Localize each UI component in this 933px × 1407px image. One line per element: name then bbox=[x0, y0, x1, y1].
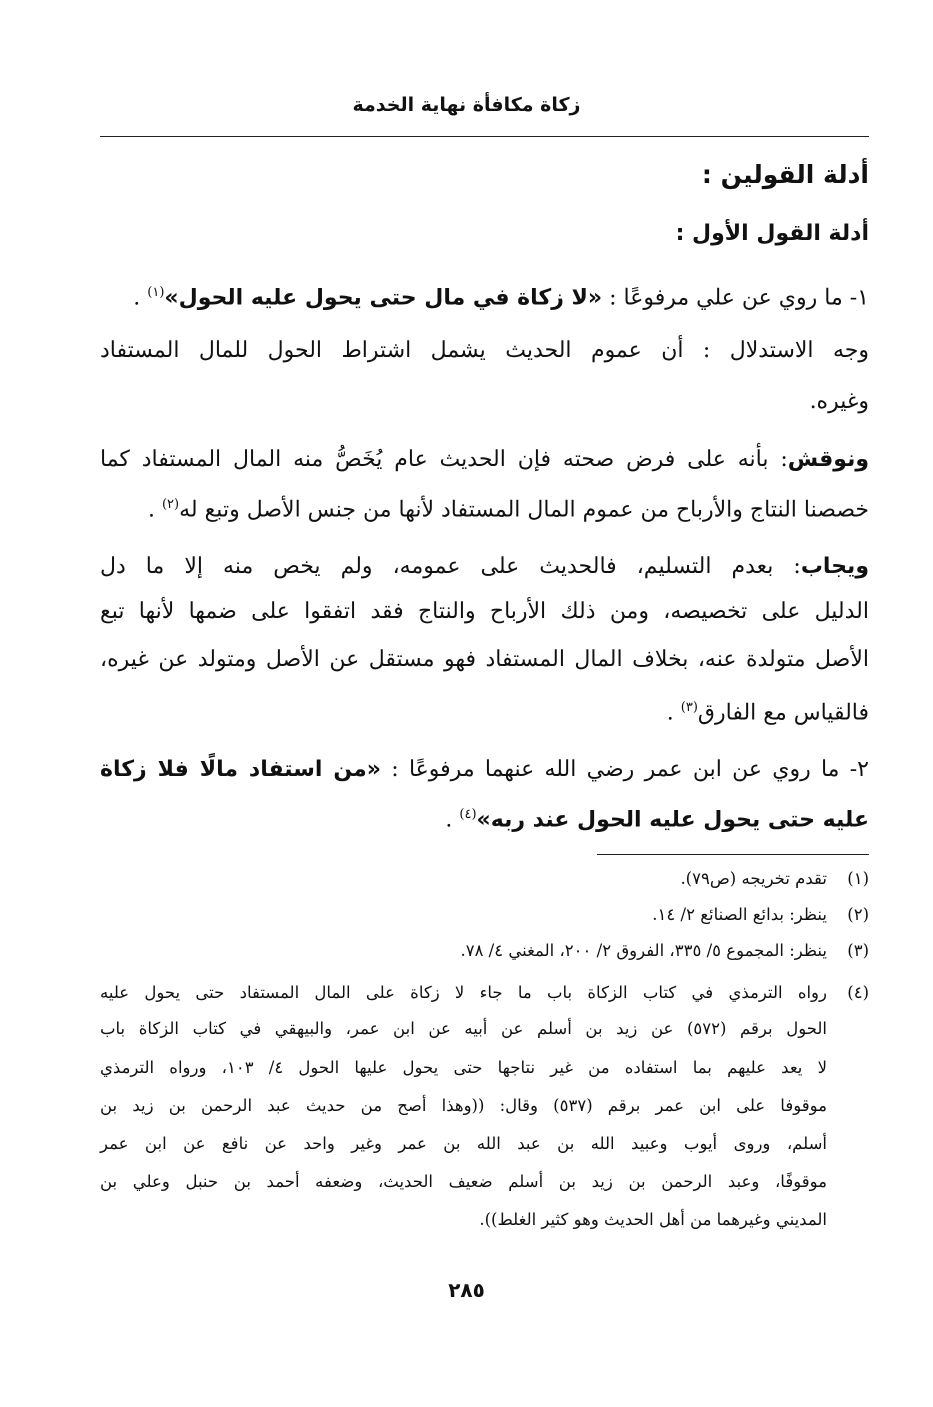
footnote-4-number: (٤) bbox=[847, 983, 869, 1002]
p3-line2-text: خصصنا النتاج والأرباح من عموم المال المستفاد لأنها من جنس الأصل وتبع له bbox=[179, 497, 869, 523]
p3-end: . bbox=[147, 497, 162, 523]
p4-label: ويجاب bbox=[800, 554, 869, 579]
paragraph-3-line-2 bbox=[100, 490, 869, 525]
footnote-4-line-3: لا يعد عليهم بما استفاده من غير نتاجها حتى يحول عليها الحول ٤/ ١٠٣، ورواه الترمذي bbox=[100, 1058, 827, 1077]
paragraph-5-line-2 bbox=[100, 800, 869, 835]
p4-end: . bbox=[666, 700, 681, 726]
header-rule bbox=[100, 136, 869, 137]
paragraph-4-line-1 bbox=[100, 552, 869, 582]
footnote-4-line-2: الحول برقم (٥٧٢) عن زيد بن أسلم عن أبيه عن ابن عمر، والبيهقي في كتاب الزكاة باب bbox=[100, 1019, 827, 1038]
footnote-4-line-1-text: رواه الترمذي في كتاب الزكاة باب ما جاء لا زكاة على المال المستفاد حتى يحول عليه bbox=[100, 983, 827, 1002]
footnote-3 bbox=[100, 939, 869, 963]
heading-sub: أدلة القول الأول : bbox=[675, 221, 869, 246]
footnote-1-number: (١) bbox=[847, 869, 869, 888]
footnote-1-text: تقدم تخريجه (ص٧٩). bbox=[680, 869, 827, 888]
footnote-ref-1[interactable]: (١) bbox=[147, 285, 165, 300]
footnote-3-number: (٣) bbox=[847, 941, 869, 960]
p1-prefix: ١- ما روي عن علي مرفوعًا : bbox=[602, 285, 869, 311]
paragraph-4-line-2: الدليل على تخصيصه، ومن ذلك الأرباح والنتاج فقد اتفقوا على ضمها لأنها تبع bbox=[100, 599, 869, 624]
footnote-ref-4[interactable]: (٤) bbox=[459, 807, 477, 822]
footnote-2-text: ينظر: بدائع الصنائع ٢/ ١٤. bbox=[652, 905, 827, 924]
footnote-ref-2[interactable]: (٢) bbox=[161, 497, 180, 512]
p5-hadith-end: عليه حتى يحول عليه الحول عند ربه» bbox=[476, 807, 869, 833]
paragraph-4-line-4 bbox=[100, 693, 869, 728]
heading-main: أدلة القولين : bbox=[701, 160, 869, 189]
p5-hadith-start: «من استفاد مالًا فلا زكاة bbox=[100, 757, 382, 782]
paragraph-2-line-2: وغيره. bbox=[809, 389, 869, 414]
paragraph-4-line-3: الأصل متولدة عنه، بخلاف المال المستفاد فهو مستقل عن الأصل ومتولد عن غيره، bbox=[100, 647, 869, 672]
footnote-4-line-7: المديني وغيرهما من أهل الحديث وهو كثير الغلط)). bbox=[479, 1210, 827, 1229]
p4-line4-text: فالقياس مع الفارق bbox=[697, 700, 869, 726]
footnote-4-line-4: موقوفا على ابن عمر برقم (٥٣٧) وقال: ((وهذا أصح من حديث عبد الرحمن بن زيد بن bbox=[100, 1096, 827, 1115]
paragraph-5-line-1 bbox=[100, 755, 869, 785]
footnote-3-text: ينظر: المجموع ٥/ ٣٣٥، الفروق ٢/ ٢٠٠، المغني ٤/ ٧٨. bbox=[460, 941, 827, 960]
p3-line1-text: : بأنه على فرض صحته فإن الحديث عام يُخَصُّ منه المال المستفاد كما bbox=[100, 447, 788, 472]
footnote-1 bbox=[100, 867, 869, 891]
p1-hadith: «لا زكاة في مال حتى يحول عليه الحول» bbox=[164, 285, 603, 311]
p5-prefix: ٢- ما روي عن ابن عمر رضي الله عنهما مرفوعًا : bbox=[381, 757, 869, 782]
paragraph-3-line-1 bbox=[100, 445, 869, 475]
footnote-ref-3[interactable]: (٣) bbox=[680, 700, 698, 715]
running-header: زكاة مكافأة نهاية الخدمة bbox=[352, 94, 581, 116]
footnote-4-line-1 bbox=[100, 981, 869, 1005]
paragraph-2-line-1: وجه الاستدلال : أن عموم الحديث يشمل اشتراط الحول للمال المستفاد bbox=[100, 338, 869, 363]
p4-line1-text: : بعدم التسليم، فالحديث على عمومه، ولم يخص منه إلا ما دل bbox=[100, 554, 801, 579]
footnote-2 bbox=[100, 903, 869, 927]
p3-label: ونوقش bbox=[787, 447, 869, 472]
footnote-separator bbox=[597, 854, 869, 855]
footnote-4-line-6: موقوفًا، وعبد الرحمن بن زيد بن أسلم ضعيف الحديث، وضعفه أحمد بن حنبل وعلي بن bbox=[100, 1172, 827, 1191]
footnote-2-number: (٢) bbox=[847, 905, 869, 924]
page-number: ٢٨٥ bbox=[448, 1278, 485, 1302]
p5-end: . bbox=[445, 807, 460, 833]
footnote-4-line-5: أسلم، وروى أيوب وعبيد الله بن عبد الله بن عمر وغير واحد عن نافع عن ابن عمر bbox=[100, 1134, 827, 1153]
p1-end: . bbox=[133, 285, 148, 311]
paragraph-1 bbox=[100, 278, 869, 313]
